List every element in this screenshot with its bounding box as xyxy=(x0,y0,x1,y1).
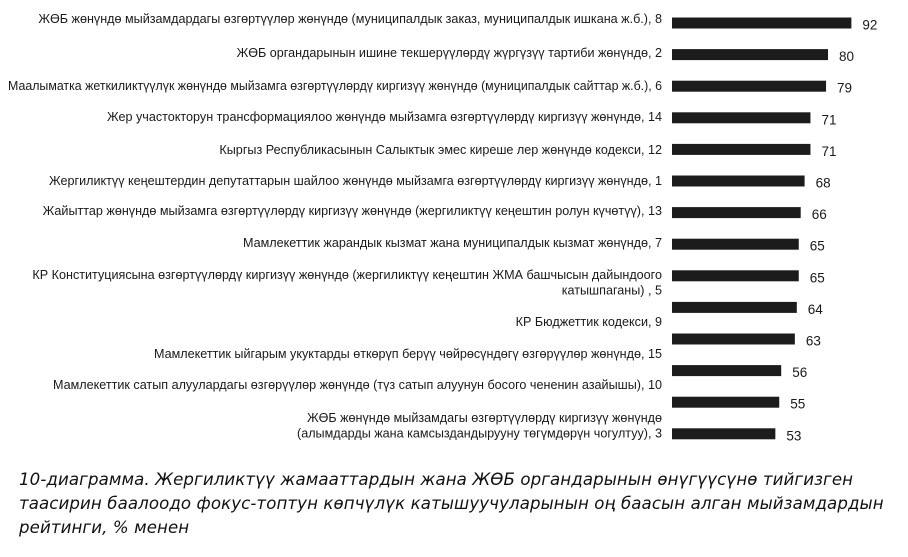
value-label: 63 xyxy=(805,333,821,349)
bar xyxy=(672,49,828,60)
category-label-line: Жайыттар жөнүндө мыйзамга өзгөртүүлөрдү киргизүү жөнүндө (жергиликтүү кеңештин ролун күчөтүү), 13 xyxy=(42,204,662,218)
value-label: 79 xyxy=(837,80,853,96)
value-label: 92 xyxy=(862,17,878,33)
category-label-line: ЖӨБ органдарынын ишине текшерүүлөрдү жүргүзүү тартиби жөнүндө, 2 xyxy=(236,46,662,60)
bar xyxy=(672,365,781,376)
category-label xyxy=(243,236,662,250)
value-label: 53 xyxy=(786,428,802,444)
bar xyxy=(672,270,799,281)
value-label: 68 xyxy=(815,175,831,191)
bar xyxy=(672,176,805,187)
category-label xyxy=(8,79,662,93)
value-label: 80 xyxy=(839,49,855,65)
category-label-line: Жер участокторун трансформациялоо жөнүндө мыйзамга өзгөртүүлөрдү киргизүү жөнүндө, 14 xyxy=(107,110,662,124)
category-label xyxy=(38,12,662,26)
bar xyxy=(672,18,851,29)
category-label xyxy=(49,174,662,188)
bar xyxy=(672,207,801,218)
category-label xyxy=(32,268,662,298)
bar xyxy=(672,397,779,408)
bar xyxy=(672,334,795,345)
category-label-line: Мамлекеттик жарандык кызмат жана муниципалдык кызмат жөнүндө, 7 xyxy=(242,236,662,250)
category-label-line: Кыргыз Республикасынын Салыктык эмес киреше лер жөнүндө кодекси, 12 xyxy=(219,143,662,157)
category-label xyxy=(43,204,662,218)
category-label xyxy=(154,347,662,361)
bar xyxy=(672,302,797,313)
value-label: 71 xyxy=(821,143,837,159)
value-label: 71 xyxy=(821,112,837,128)
figure-caption: 10-диаграмма. Жергиликтүү жамааттардын жана ЖӨБ органдарынын өнүгүүсүнө тийгизген таасирин баалоодо фокус-топтун көпчүлүк катышуучуларынын оң баасын алган мыйзамдардын рейтинги, % менен xyxy=(19,470,884,537)
category-label-line: ЖӨБ жөнүндө мыйзамдагы өзгөртүүлөрдү киргизүү жөнүндө xyxy=(306,411,662,425)
category-label-line: (алымдарды жана камсыздандырууну төгүмдөрүн чогултуу), 3 xyxy=(297,426,662,441)
value-label: 55 xyxy=(790,396,806,412)
category-label-line: Мамлекеттик ыйгарым укуктарды өткөрүп берүү чөйрөсүндөгү өзгөрүүлөр жөнүндө, 15 xyxy=(153,347,662,361)
category-label-line: ЖӨБ жөнүндө мыйзамдардагы өзгөртүүлөр жөнүндө (муниципалдык заказ, муниципалдык ишкана ж.б.), 8 xyxy=(38,12,662,26)
value-label: 65 xyxy=(809,238,825,254)
category-label-line: КР Конституциясына өзгөртүүлөрдү киргизүү жөнүндө (жергиликтүү кеңештин ЖМА башчысын дайындоого xyxy=(32,268,662,282)
category-label xyxy=(53,378,662,392)
bar xyxy=(672,81,826,92)
value-label: 64 xyxy=(807,301,823,317)
category-label-line: Мамлекеттик сатып алуулардагы өзгөрүүлөр жөнүндө (түз сатып алуунун босого чененин азайышы), 10 xyxy=(52,378,662,392)
bars xyxy=(672,18,851,440)
category-label xyxy=(297,411,662,441)
value-label: 66 xyxy=(811,207,827,223)
category-label xyxy=(219,143,662,157)
category-label-line: Жергиликтүү кеңештердин депутаттарын шайлоо жөнүндө мыйзамга өзгөртүүлөрдү киргизүү жөнүндө, 1 xyxy=(49,174,662,188)
bar xyxy=(672,239,799,250)
value-label: 56 xyxy=(792,365,808,381)
category-label xyxy=(237,46,662,60)
category-labels xyxy=(8,12,662,441)
category-label xyxy=(516,315,662,329)
value-label: 65 xyxy=(809,270,825,286)
bar xyxy=(672,112,810,123)
category-label xyxy=(107,110,662,124)
category-label-line: катышпаганы) , 5 xyxy=(561,283,662,298)
bar xyxy=(672,428,775,439)
category-label-line: КР Бюджеттик кодекси, 9 xyxy=(515,315,662,329)
bar xyxy=(672,144,810,155)
category-label-line: Маалыматка жеткиликтүүлүк жөнүндө мыйзамга өзгөртүүлөрдү киргизүү жөнүндө (муниципалдык сайттар ж.б.), 6 xyxy=(8,79,662,93)
